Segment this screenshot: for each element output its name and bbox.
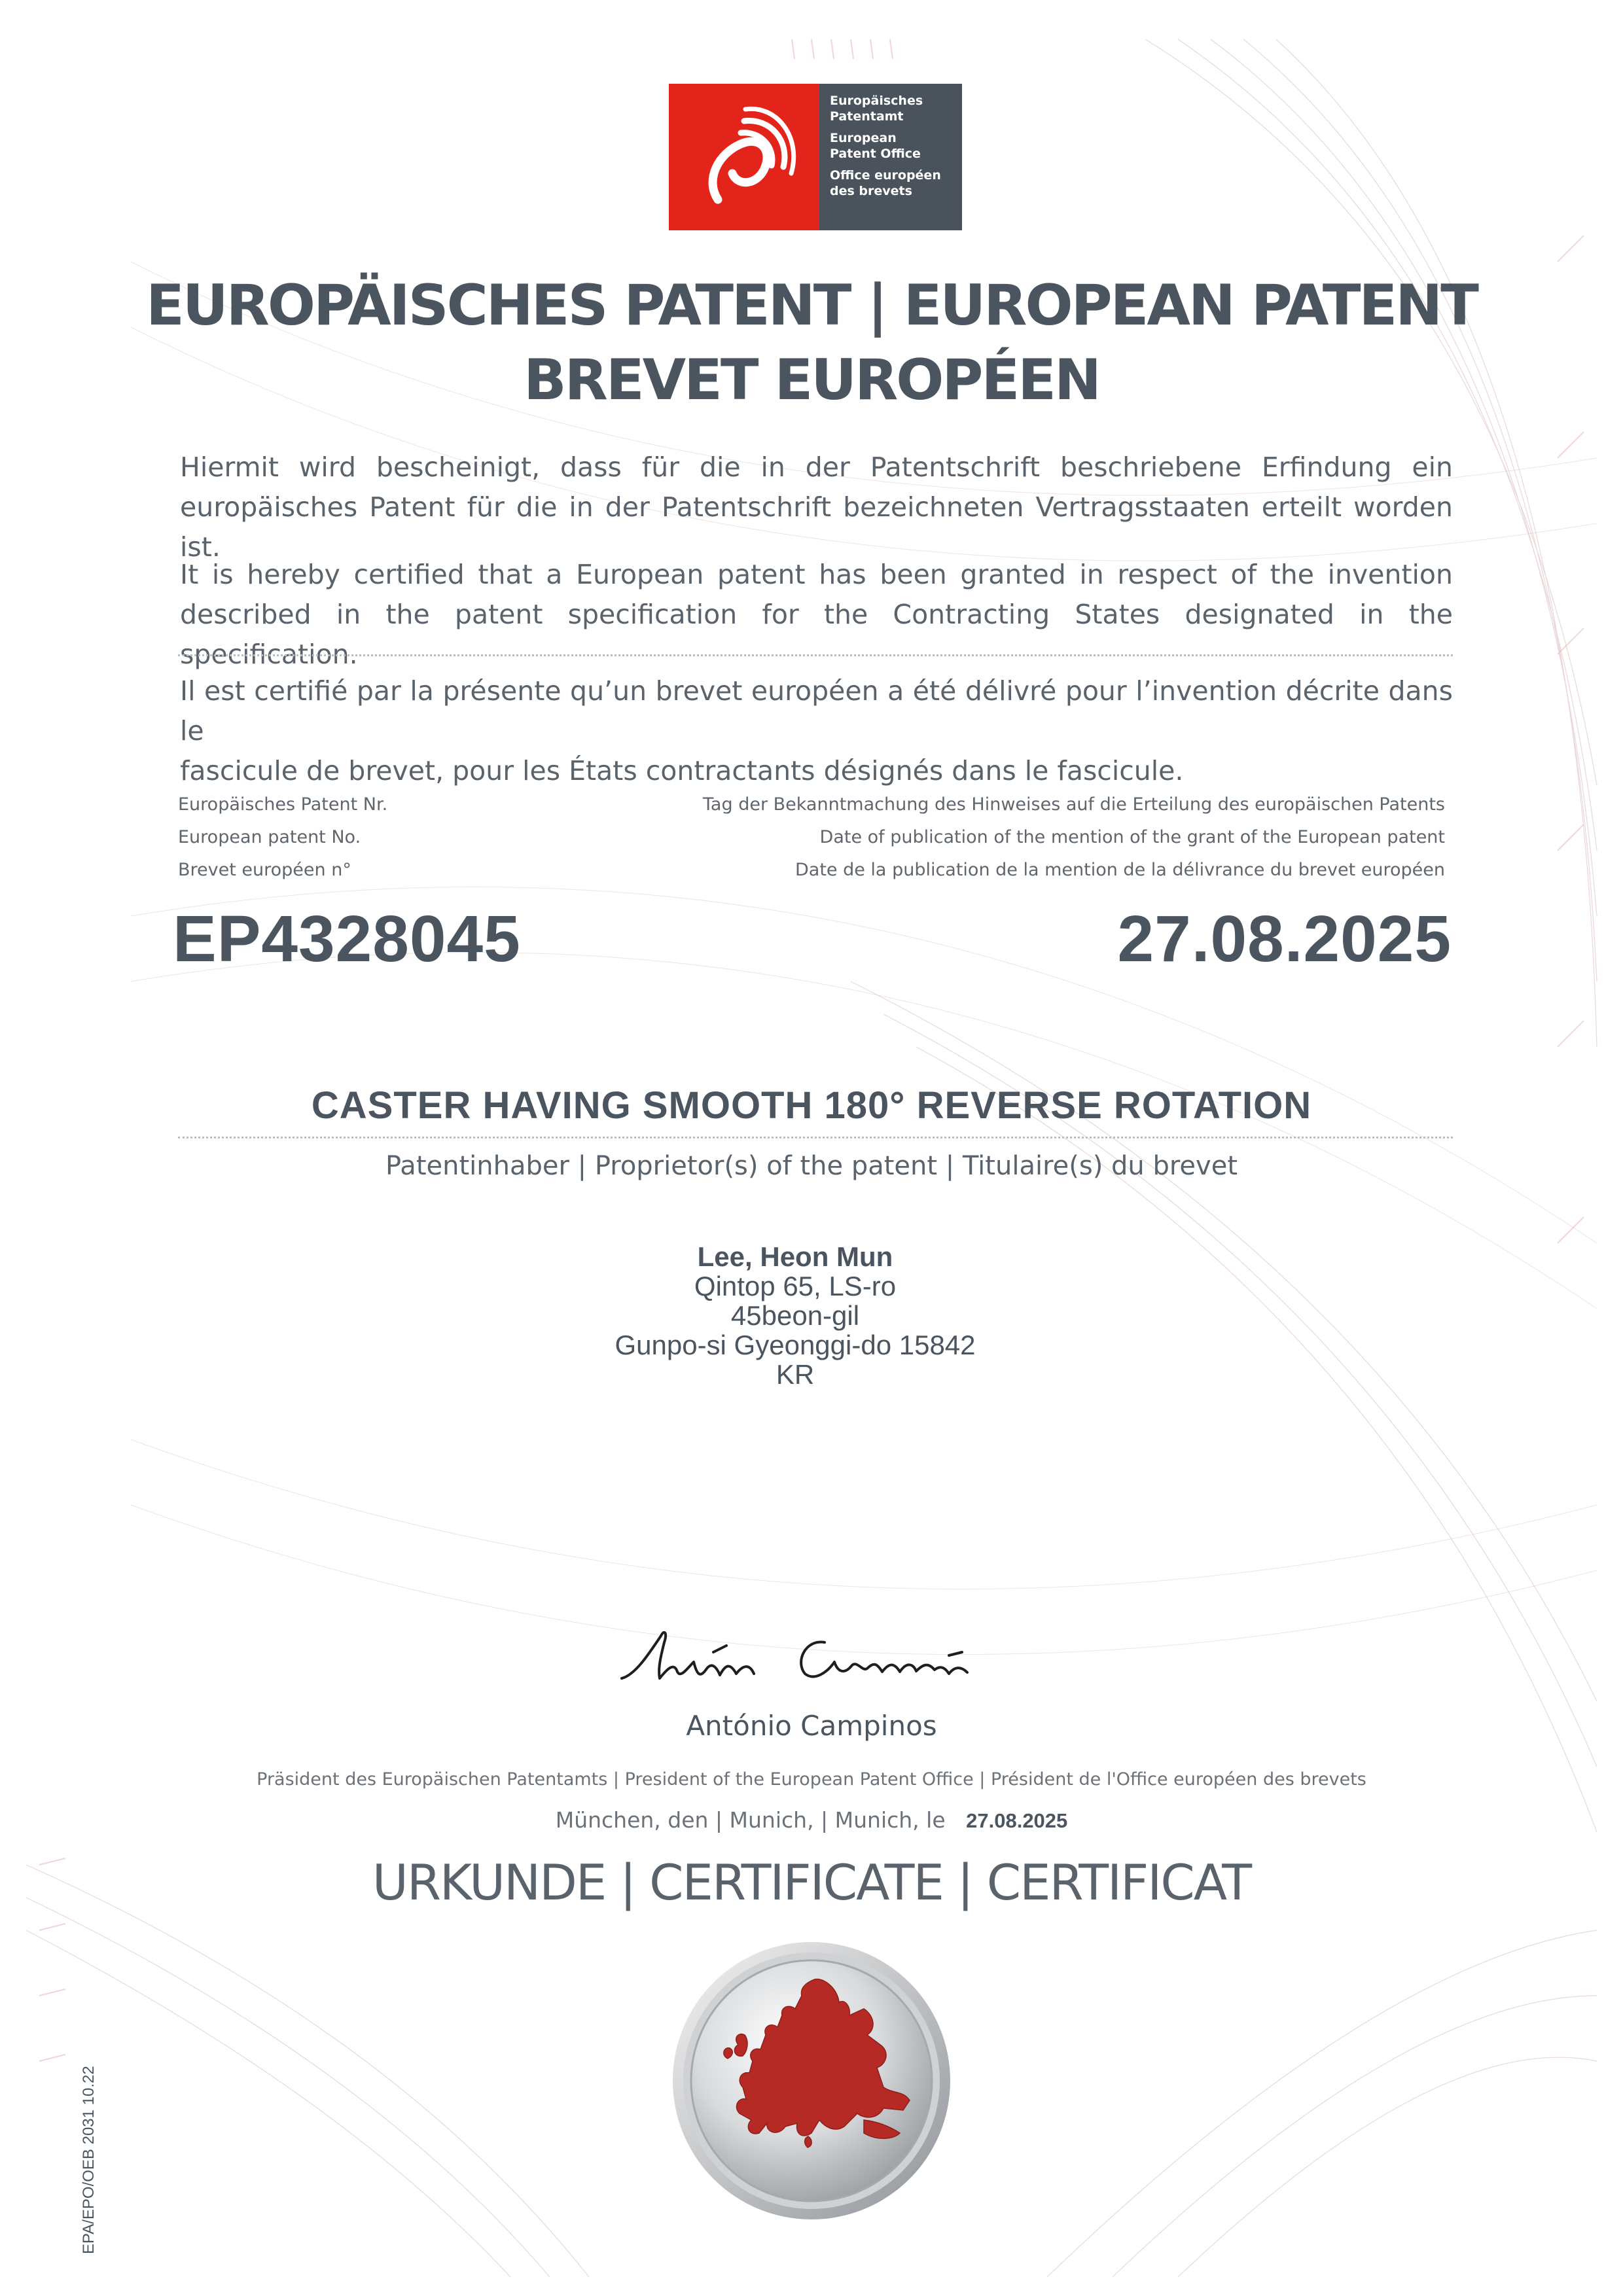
certification-en-line2: described in the patent specification for the Contracting States designated in the specification. [180, 599, 1453, 670]
epo-logo-text [819, 84, 962, 230]
invention-title: CASTER HAVING SMOOTH 180° REVERSE ROTATION [311, 1084, 1312, 1127]
pub-date-label-fr: Date de la publication de la mention de la délivrance du brevet européen [794, 860, 1445, 880]
certification-de-line1: Hiermit wird bescheinigt, dass für die in der Patentschrift beschriebene Erfindung ein [180, 451, 1453, 483]
place-text: München, den | Munich, | Munich, le [555, 1807, 946, 1833]
epo-logo-mark [669, 84, 819, 230]
place-date: 27.08.2025 [966, 1809, 1068, 1832]
holder-name: Lee, Heon Mun [697, 1241, 893, 1272]
certificate-label: URKUNDE | CERTIFICATE | CERTIFICAT [372, 1854, 1251, 1911]
epo-logo [669, 84, 962, 230]
signer-name: António Campinos [686, 1710, 937, 1742]
logo-text-de: Europäisches Patentamt [830, 94, 923, 124]
certification-de-line2: europäisches Patent für die in der Patentschrift bezeichneten Vertragsstaaten erteilt worden ist. [180, 491, 1453, 563]
holder-address-line: KR [776, 1359, 815, 1390]
europe-seal [668, 1937, 955, 2225]
pub-date-label-en: Date of publication of the mention of the grant of the European patent [819, 827, 1445, 847]
patent-holder [0, 1242, 1590, 1389]
pub-date-label-de: Tag der Bekanntmachung des Hinweises auf die Erteilung des europäischen Patents [702, 794, 1445, 815]
publication-date: 27.08.2025 [1117, 902, 1452, 976]
holder-address-line: Gunpo-si Gyeonggi-do 15842 [615, 1330, 976, 1360]
certification-fr-line1: Il est certifié par la présente qu’un brevet européen a été délivré pour l’invention décrite dans le [180, 675, 1453, 747]
proprietor-header: Patentinhaber | Proprietor(s) of the patent | Titulaire(s) du brevet [385, 1151, 1238, 1181]
place-and-date [0, 1804, 1623, 1837]
signer-title: Präsident des Europäischen Patentamts | President of the European Patent Office | Président de l'Office européen des brevets [257, 1769, 1366, 1790]
page-title-line1: EUROPÄISCHES PATENT | EUROPEAN PATENT [146, 273, 1477, 338]
patent-number: EP4328045 [173, 902, 521, 976]
logo-text-en: European Patent Office [830, 131, 921, 161]
logo-text-fr: Office européen des brevets [830, 168, 941, 198]
patent-no-label-en: European patent No. [178, 827, 361, 847]
certification-en-line1: It is hereby certified that a European patent has been granted in respect of the invention [180, 559, 1453, 590]
holder-address-line: 45beon-gil [730, 1300, 860, 1331]
certification-fr [180, 671, 1453, 791]
page-title-line2: BREVET EUROPÉEN [524, 347, 1099, 413]
document-reference: EPA/EPO/OEB 2031 10.22 [80, 2066, 98, 2254]
patent-no-label-de: Europäisches Patent Nr. [178, 794, 388, 815]
signature-image [609, 1616, 1014, 1701]
divider [178, 1137, 1453, 1139]
holder-address-line: Qintop 65, LS-ro [694, 1271, 897, 1301]
patent-no-label-fr: Brevet européen n° [178, 860, 351, 880]
certification-de [180, 448, 1453, 567]
certification-en [180, 555, 1453, 675]
certification-fr-line2: fascicule de brevet, pour les États contractants désignés dans le fascicule. [180, 755, 1184, 786]
divider [178, 654, 1453, 656]
